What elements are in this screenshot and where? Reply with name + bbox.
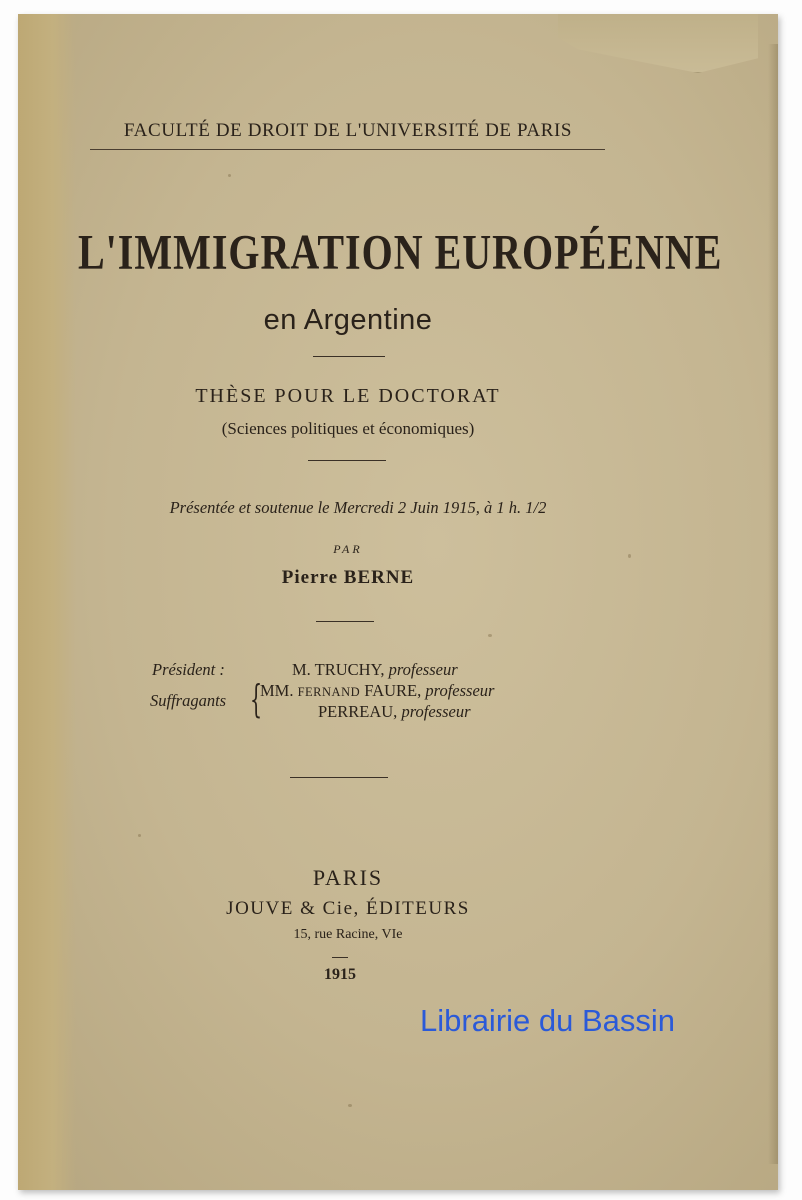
- book-title: L'IMMIGRATION EUROPÉENNE: [78, 223, 723, 280]
- suffragant-prefix: MM.: [260, 681, 294, 700]
- author-name: Pierre BERNE: [281, 567, 415, 588]
- suffragant-role: professeur: [401, 702, 471, 721]
- president-entry: [292, 660, 458, 680]
- suffragant-firstname: FERNAND: [297, 685, 361, 699]
- discipline-line: (Sciences politiques et économiques): [221, 419, 475, 438]
- par-label: PAR: [333, 542, 363, 556]
- thesis-line: THÈSE POUR LE DOCTORAT: [195, 385, 501, 407]
- president-role: professeur: [388, 660, 458, 679]
- publication-year: 1915: [324, 966, 356, 983]
- divider-rule: [308, 460, 386, 461]
- faculty-heading: FACULTÉ DE DROIT DE L'UNIVERSITÉ DE PARIS: [123, 120, 573, 141]
- divider-rule: [332, 957, 348, 958]
- brace-glyph: {: [250, 677, 263, 721]
- bookseller-watermark: Librairie du Bassin: [420, 1003, 676, 1038]
- divider-rule: [313, 356, 385, 357]
- jury-block: [148, 660, 548, 740]
- suffragant-name: PERREAU,: [318, 702, 398, 721]
- publication-city: PARIS: [312, 865, 384, 890]
- defense-date: Présentée et soutenue le Mercredi 2 Juin 1915, à 1 h. 1/2: [169, 498, 547, 517]
- suffragant-name: FAURE,: [364, 681, 422, 700]
- suffragant-entry: [260, 681, 494, 701]
- heading-rule: [90, 149, 605, 150]
- suffragant-entry: [318, 702, 471, 722]
- president-name: M. TRUCHY,: [292, 660, 385, 679]
- publisher-address: 15, rue Racine, VIe: [293, 927, 403, 942]
- publisher-name: JOUVE & Cie, ÉDITEURS: [226, 898, 470, 919]
- divider-rule: [316, 621, 374, 622]
- president-label: Président :: [152, 660, 225, 679]
- book-subtitle: en Argentine: [263, 304, 433, 336]
- suffragant-role: professeur: [425, 681, 495, 700]
- divider-rule: [290, 777, 388, 778]
- suffragants-label: Suffragants: [150, 691, 227, 710]
